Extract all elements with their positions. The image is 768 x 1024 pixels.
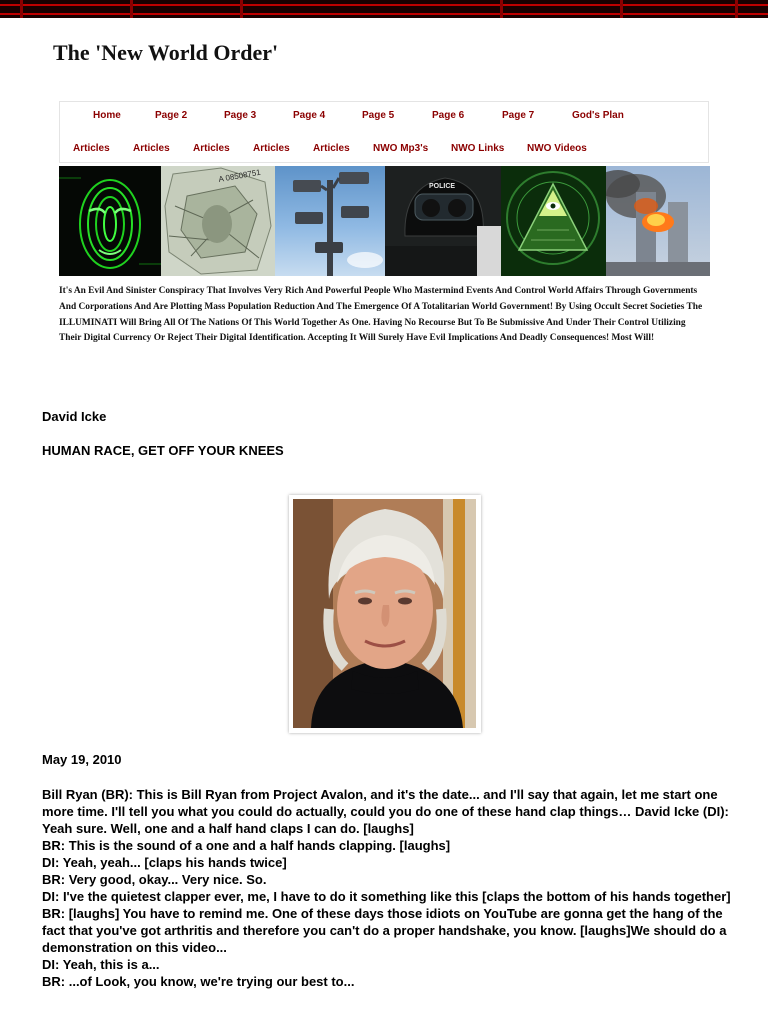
transcript-line: DI: I've the quietest clapper ever, me, I have to do it something like this [claps the bottom of his hands together]	[42, 889, 731, 904]
nav-link-articles-1[interactable]: Articles	[73, 143, 110, 154]
banner-glow-line	[0, 4, 768, 6]
site-intro-text: It's An Evil And Sinister Conspiracy That Involves Very Rich And Powerful People Who Mastermind Events And Control World Affairs Through Governments And Corporations And Are Plotting Mass Population Reduction And The Emergence Of A Totalitarian World Government! By Using Occult Secret Societies The ILLUMINATI Will Bring All Of The Nations Of This World Together As One. Having No Recourse But To Be Submissive And Under Their Control Utilizing Their Digital Currency Or Reject Their Digital Identification. Accepting It Will Surely Have Evil Implications And Deadly Consequences! Most Will!	[59, 286, 703, 344]
nav-link-page-7[interactable]: Page 7	[502, 110, 535, 121]
nav-link-gods-plan[interactable]: God's Plan	[572, 110, 624, 121]
nav-link-page-6[interactable]: Page 6	[432, 110, 465, 121]
nav-link-nwo-videos[interactable]: NWO Videos	[527, 143, 587, 154]
post-headline: HUMAN RACE, GET OFF YOUR KNEES	[42, 443, 284, 458]
transcript-line: BR: ...of Look, you know, we're trying our best to...	[42, 974, 355, 989]
nav-link-nwo-links[interactable]: NWO Links	[451, 143, 505, 154]
site-title: The 'New World Order'	[53, 40, 279, 65]
all-seeing-eye-pyramid-graphic	[501, 166, 606, 276]
nav-link-home[interactable]: Home	[93, 110, 121, 121]
twin-towers-image	[606, 166, 710, 276]
riot-police-image	[385, 166, 501, 276]
author-photo-frame	[289, 495, 481, 733]
banner-ornament	[130, 0, 133, 18]
portrait-graphic	[293, 499, 476, 728]
transcript-line: DI: Yeah, this is a...	[42, 957, 160, 972]
riot-police-helmet-graphic	[385, 166, 501, 276]
interview-transcript	[42, 786, 732, 990]
banner-ornament	[20, 0, 23, 18]
nav-link-page-4[interactable]: Page 4	[293, 110, 326, 121]
illuminati-pyramid-image	[501, 166, 606, 276]
bill-serial-number: A 08508751	[217, 167, 262, 184]
transcript-line: BR: Very good, okay... Very nice. So.	[42, 872, 267, 887]
crumpled-bill-graphic	[161, 166, 275, 276]
cctv-camera-pole-graphic	[275, 166, 385, 276]
surveillance-cameras-image	[275, 166, 385, 276]
header-image-collage	[59, 166, 710, 276]
police-label: POLICE	[429, 183, 456, 190]
banner-ornament	[240, 0, 243, 18]
banner-ornament	[735, 0, 738, 18]
nav-link-articles-2[interactable]: Articles	[133, 143, 170, 154]
crumpled-money-image	[161, 166, 275, 276]
transcript-line: DI: Yeah, yeah... [claps his hands twice]	[42, 855, 287, 870]
banner-ornament	[500, 0, 503, 18]
digital-face-graphic	[59, 166, 161, 276]
nav-link-page-5[interactable]: Page 5	[362, 110, 395, 121]
transcript-line: BR: [laughs] You have to remind me. One of these days those idiots on YouTube are gonna get the hang of the fact that you've got arthritis and therefore you can't do a proper handshake, you know. [laughs]We should do a demonstration on this video...	[42, 906, 727, 955]
post-author: David Icke	[42, 409, 107, 424]
author-portrait-photo	[293, 499, 476, 728]
green-digital-face-image	[59, 166, 161, 276]
transcript-line: Bill Ryan (BR): This is Bill Ryan from Project Avalon, and it's the date... and I'll say that again, let me start one more time. I'll tell you what you could do actually, could you do one of these hand clap things… David Icke (DI): Yeah sure. Well, one and a half hand claps I can do. [laughs]	[42, 787, 729, 836]
banner-ornament	[620, 0, 623, 18]
nav-link-page-2[interactable]: Page 2	[155, 110, 188, 121]
nav-link-articles-3[interactable]: Articles	[193, 143, 230, 154]
twin-towers-smoke-graphic	[606, 166, 710, 276]
banner-glow-line	[0, 13, 768, 15]
top-header-banner	[0, 0, 768, 18]
nav-link-nwo-mp3s[interactable]: NWO Mp3's	[373, 143, 429, 154]
post-date: May 19, 2010	[42, 752, 122, 767]
nav-link-page-3[interactable]: Page 3	[224, 110, 257, 121]
navigation-menu	[59, 101, 709, 163]
nav-link-articles-5[interactable]: Articles	[313, 143, 350, 154]
transcript-line: BR: This is the sound of a one and a half hands clapping. [laughs]	[42, 838, 451, 853]
nav-link-articles-4[interactable]: Articles	[253, 143, 290, 154]
